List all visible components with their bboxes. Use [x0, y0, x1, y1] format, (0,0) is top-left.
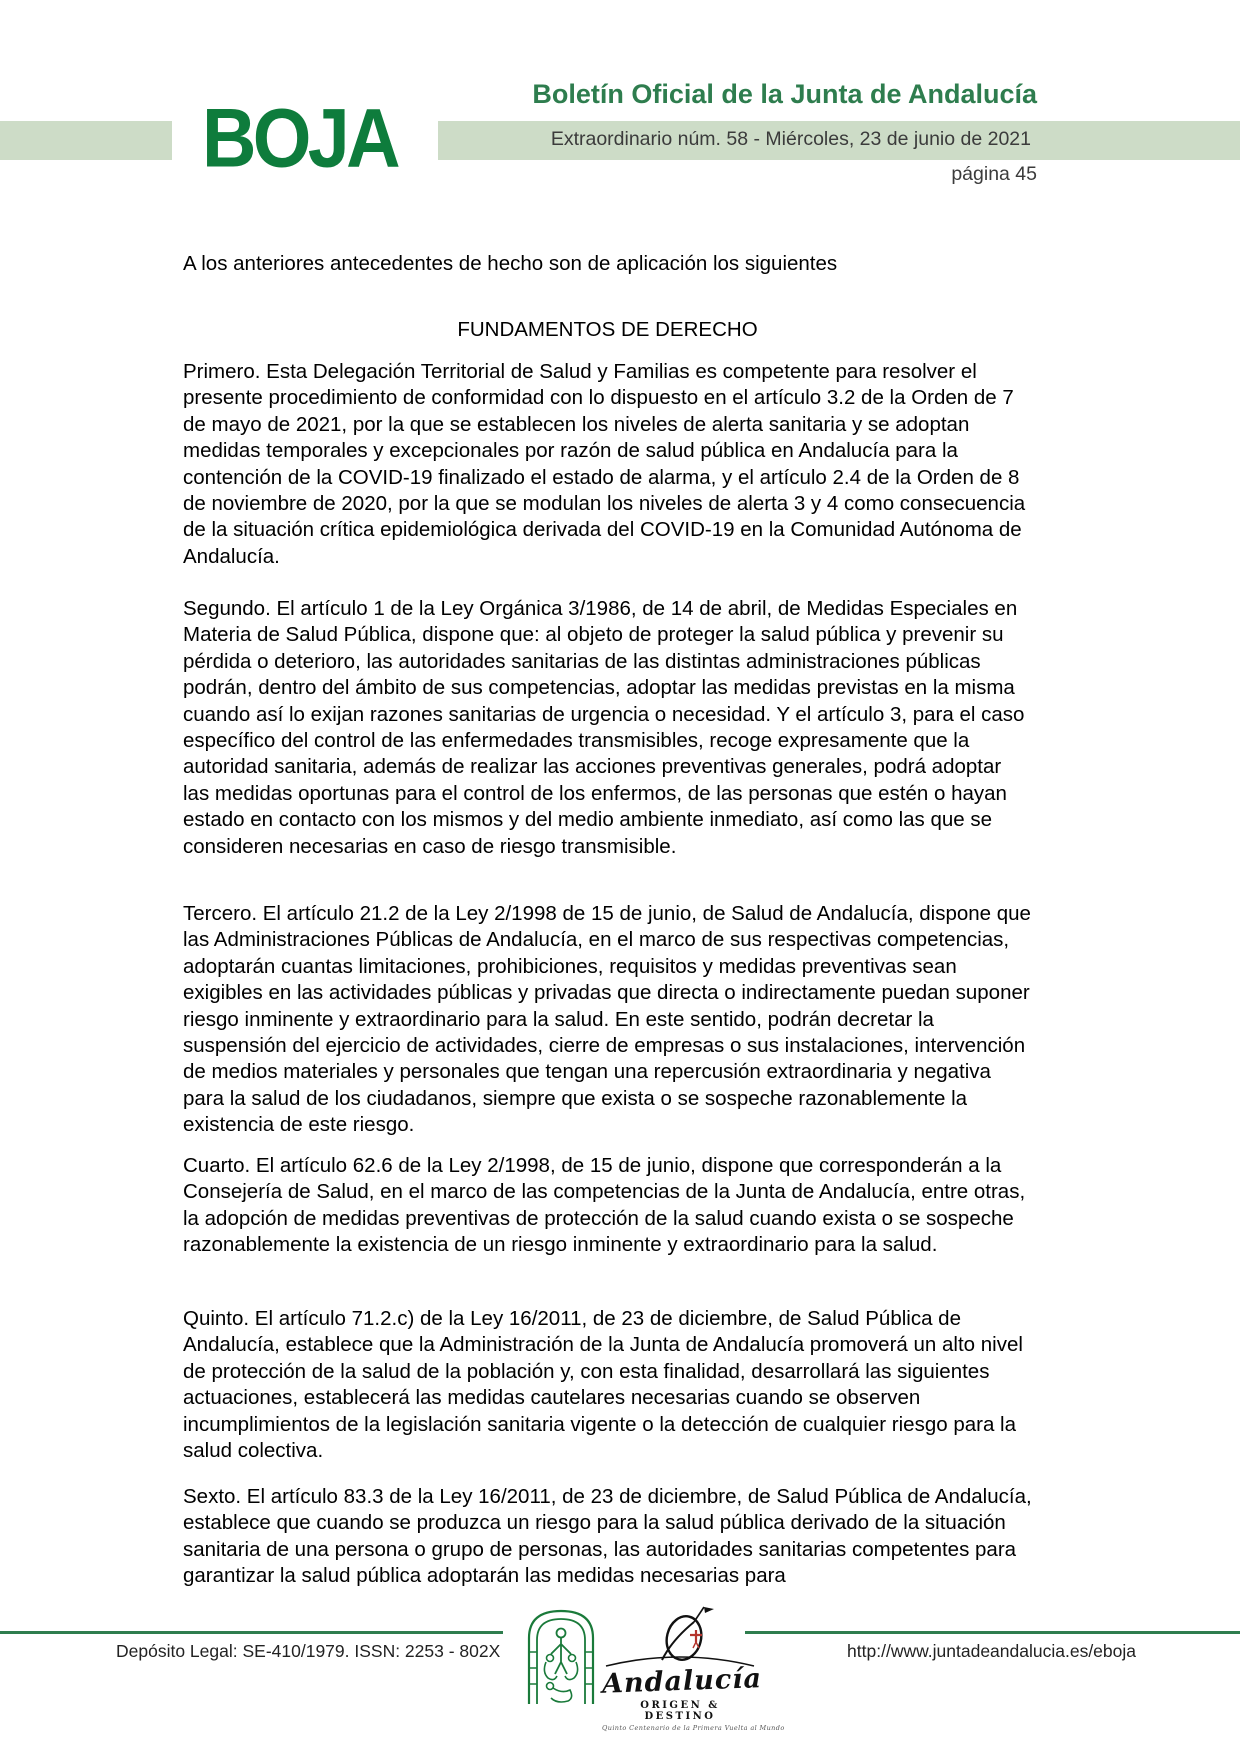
boja-logo: BOJA: [202, 91, 397, 185]
page-number: página 45: [951, 163, 1037, 185]
intro-line: A los anteriores antecedentes de hecho son de aplicación los siguientes: [183, 252, 838, 275]
footer-rule-right: [745, 1631, 1240, 1634]
section-heading: FUNDAMENTOS DE DERECHO: [457, 318, 758, 341]
paragraph-tercero: Tercero. El artículo 21.2 de la Ley 2/1998 de 15 de junio, de Salud de Andalucía, dispone que las Administraciones Públicas de Andalucía, en el marco de sus respectivas competencias, adoptarán cuantas limitaciones, prohibiciones, requisitos y medidas preventivas sean exigibles en las actividades públicas y privadas que directa o indirectamente puedan suponer riesgo inminente y extraordinario para la salud. En este sentido, podrán decretar la suspensión del ejercicio de actividades, cierre de empresas o sus instalaciones, intervención de medios materiales y personales que tengan una repercusión extraordinaria y negativa para la salud de los ciudadanos, siempre que exista o se sospeche razonablemente la existencia de este riesgo.: [183, 902, 1031, 1137]
andalucia-logo-tagline: ORIGEN & DESTINO: [640, 1700, 720, 1722]
andalucia-origen-destino-logo: [601, 1604, 785, 1732]
paragraph-primero: Primero. Esta Delegación Territorial de Salud y Familias es competente para resolver el presente procedimiento de conformidad con lo dispuesto en el artículo 3.2 de la Orden de 7 de mayo de 2021, por la que se establecen los niveles de alerta sanitaria y se adoptan medidas temporales y excepcionales por razón de salud pública en Andalucía para la contención de la COVID-19 finalizado el estado de alarma, y el artículo 2.4 de la Orden de 8 de noviembre de 2020, por la que se modulan los niveles de alerta 3 y 4 como consecuencia de la situación crítica epidemiológica derivada del COVID-19 en la Comunidad Autónoma de Andalucía.: [183, 360, 1026, 568]
footer-rule-left: [0, 1631, 503, 1634]
deposit-legal-text: Depósito Legal: SE-410/1979. ISSN: 2253 - 802X: [116, 1641, 501, 1661]
paragraph-cuarto: Cuarto. El artículo 62.6 de la Ley 2/1998, de 15 de junio, dispone que corresponderán a la Consejería de Salud, en el marco de las competencias de la Junta de Andalucía, entre otras, la adopción de medidas preventivas de protección de la salud cuando exista o se sospeche razonablemente la existencia de un riesgo inminente y extraordinario para la salud.: [183, 1154, 1026, 1257]
eboja-url-text: http://www.juntadeandalucia.es/eboja: [847, 1641, 1136, 1661]
paragraph-quinto: Quinto. El artículo 71.2.c) de la Ley 16/2011, de 23 de diciembre, de Salud Pública de Andalucía, establece que la Administración de la Junta de Andalucía promoverá un alto nivel de protección de la salud de la población y, con esta finalidad, desarrollará las siguientes actuaciones, establecerá las medidas cautelares necesarias cuando se observen incumplimientos de la legislación sanitaria vigente o la detección de cualquier riesgo para la salud colectiva.: [183, 1307, 1023, 1463]
bulletin-title: Boletín Oficial de la Junta de Andalucía: [532, 79, 1037, 109]
paragraph-segundo: Segundo. El artículo 1 de la Ley Orgánica 3/1986, de 14 de abril, de Medidas Especiales en Materia de Salud Pública, dispone que: al objeto de proteger la salud pública y prevenir su pérdida o deterioro, las autoridades sanitarias de las distintas administraciones públicas podrán, dentro del ámbito de sus competencias, adoptar las medidas previstas en la misma cuando así lo exijan razones sanitarias de urgencia o necesidad. Y el artículo 3, para el caso específico del control de las enfermedades transmisibles, recoge expresamente que la autoridad sanitaria, además de realizar las acciones preventivas generales, podrá adoptar las medidas oportunas para el control de los enfermos, de las personas que estén o hayan estado en contacto con los mismos y del medio ambiente inmediato, así como las que se consideren necesarias en caso de riesgo transmisible.: [183, 597, 1025, 858]
issue-date-line: Extraordinario núm. 58 - Miércoles, 23 de junio de 2021: [550, 128, 1031, 150]
andalucia-logo-name: Andalucía: [601, 1663, 763, 1700]
paragraph-sexto: Sexto. El artículo 83.3 de la Ley 16/2011, de 23 de diciembre, de Salud Pública de Andalucía, establece que cuando se produzca un riesgo para la salud pública derivado de la situación sanitaria de una persona o grupo de personas, las autoridades sanitarias competentes para garantizar la salud pública adoptarán las medidas necesarias para: [183, 1485, 1032, 1588]
andalucia-logo-subtext: Quinto Centenario de la Primera Vuelta al Mundo: [602, 1724, 785, 1732]
junta-de-andalucia-emblem-icon: [524, 1606, 598, 1706]
